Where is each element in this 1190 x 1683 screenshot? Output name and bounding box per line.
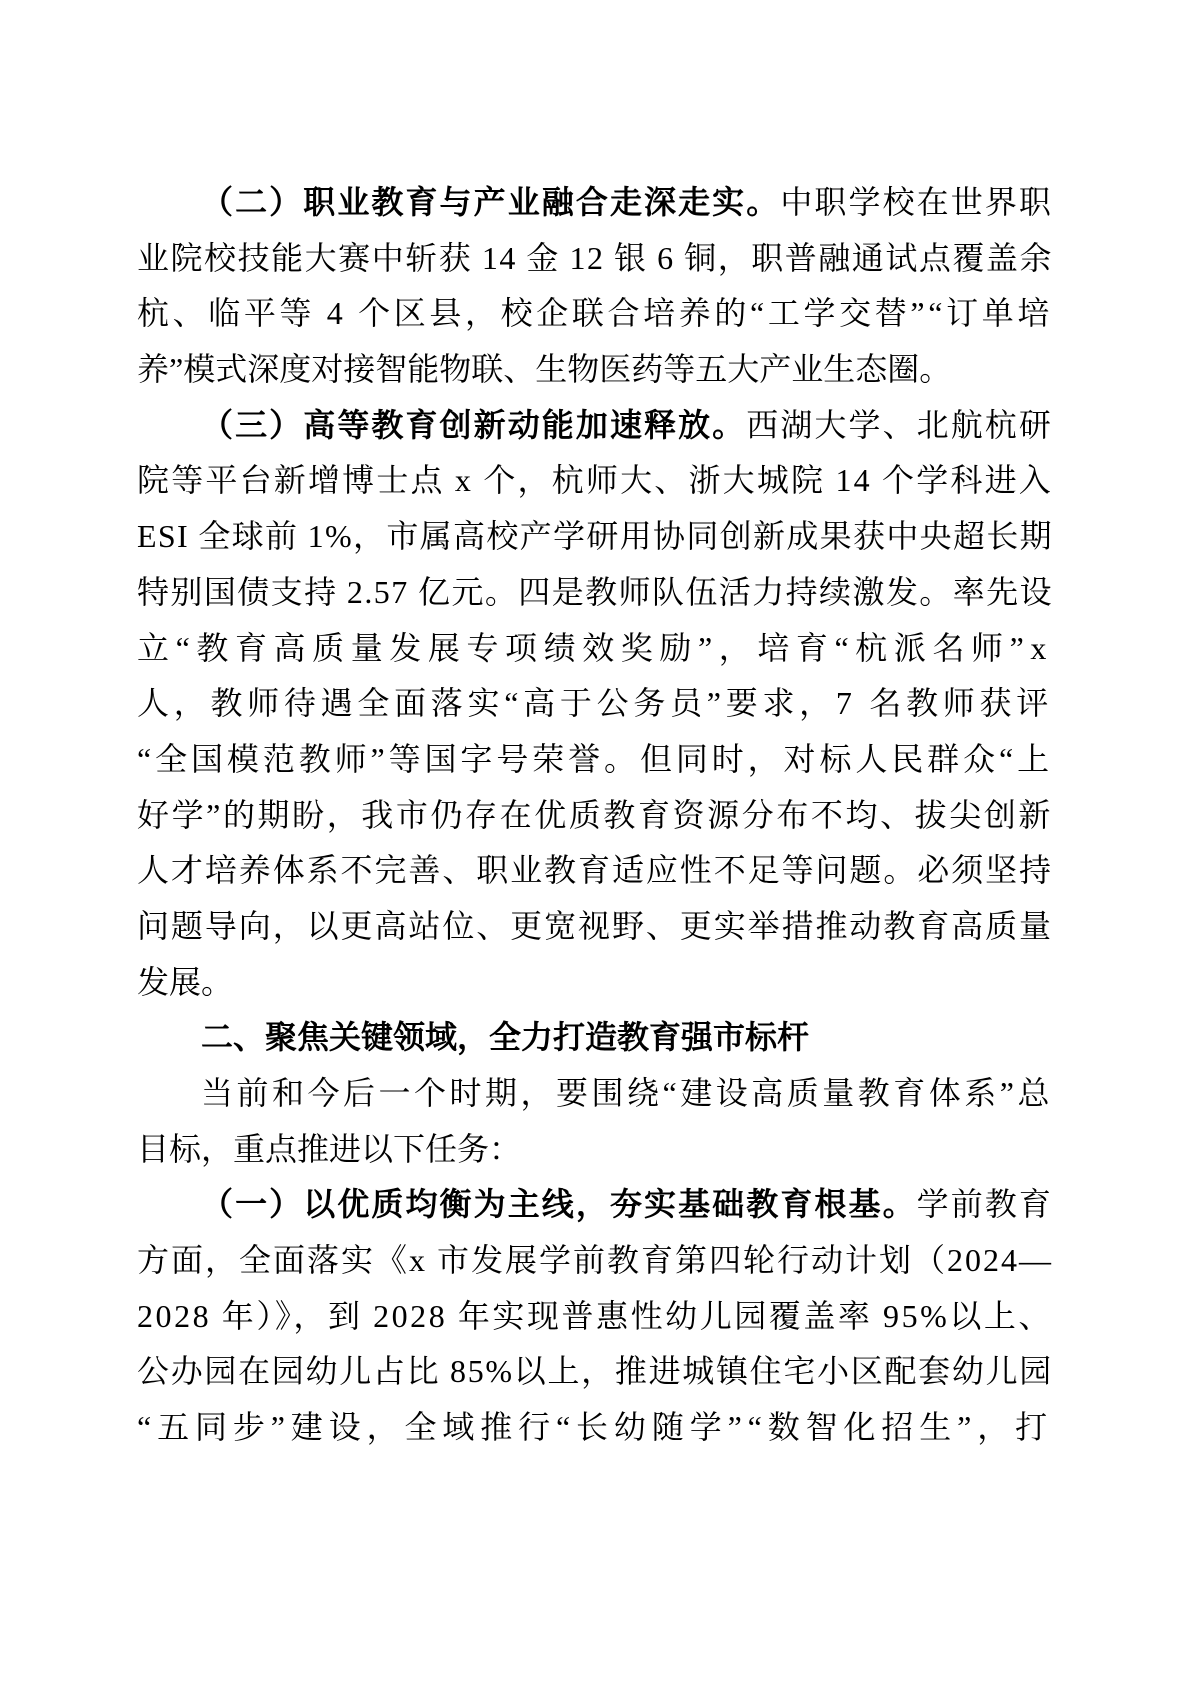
line-content bbox=[201, 1066, 1053, 1122]
line-content bbox=[137, 788, 1053, 844]
section-heading-line bbox=[137, 1010, 1053, 1066]
line-content bbox=[137, 1233, 1053, 1289]
text-line bbox=[137, 1289, 1053, 1345]
line-content bbox=[201, 175, 1053, 231]
body-text: 杭、临平等 4 个区县，校企联合培养的“工学交替”“订单培 bbox=[137, 295, 1053, 332]
body-text: “五同步”建设，全域推行“长幼随学”“数智化招生”，打 bbox=[137, 1409, 1053, 1446]
body-text: 好学”的期盼，我市仍存在优质教育资源分布不均、拔尖创新 bbox=[137, 796, 1053, 833]
text-line bbox=[137, 1233, 1053, 1289]
text-line bbox=[137, 1122, 1053, 1178]
text-line bbox=[137, 1344, 1053, 1400]
body-text: 立“教育高质量发展专项绩效奖励”，培育“杭派名师”x bbox=[137, 629, 1053, 666]
body-text: 目标，重点推进以下任务： bbox=[137, 1130, 522, 1167]
body-text: 特别国债支持 2.57 亿元。四是教师队伍活力持续激发。率先设 bbox=[137, 573, 1053, 610]
line-content bbox=[137, 676, 1053, 732]
body-text: “全国模范教师”等国字号荣誉。但同时，对标人民群众“上 bbox=[137, 740, 1053, 777]
body-text: 2028 年）》，到 2028 年实现普惠性幼儿园覆盖率 95%以上、 bbox=[137, 1297, 1053, 1334]
text-line bbox=[137, 453, 1053, 509]
line-content bbox=[137, 955, 233, 1011]
line-content bbox=[137, 732, 1053, 788]
text-line bbox=[137, 732, 1053, 788]
text-line bbox=[137, 843, 1053, 899]
text-line bbox=[137, 621, 1053, 677]
text-line bbox=[137, 955, 1053, 1011]
line-content bbox=[201, 1177, 1053, 1233]
body-text: 学前教育 bbox=[916, 1186, 1053, 1223]
body-text: 人才培养体系不完善、职业教育适应性不足等问题。必须坚持 bbox=[137, 852, 1053, 889]
line-content bbox=[137, 621, 1053, 677]
body-text: ESI 全球前 1%，市属高校产学研用协同创新成果获中央超长期 bbox=[137, 518, 1053, 555]
line-content bbox=[137, 1122, 521, 1178]
body-text: 业院校技能大赛中斩获 14 金 12 银 6 铜，职普融通试点覆盖余 bbox=[137, 239, 1053, 276]
text-line bbox=[137, 342, 1053, 398]
body-text: 院等平台新增博士点 x 个，杭师大、浙大城院 14 个学科进入 bbox=[137, 462, 1053, 499]
text-line bbox=[137, 676, 1053, 732]
line-content bbox=[201, 398, 1053, 454]
line-content bbox=[137, 565, 1053, 621]
text-line bbox=[137, 509, 1053, 565]
line-content bbox=[137, 1289, 1053, 1345]
body-text: 方面，全面落实《x 市发展学前教育第四轮行动计划（2024— bbox=[137, 1242, 1053, 1279]
line-content bbox=[137, 231, 1053, 287]
line-content bbox=[201, 1010, 809, 1066]
section-heading: 二、聚焦关键领域，全力打造教育强市标杆 bbox=[201, 1019, 810, 1056]
text-line bbox=[137, 1400, 1053, 1456]
text-line bbox=[137, 565, 1053, 621]
line-content bbox=[137, 899, 1053, 955]
body-text: 中职学校在世界职 bbox=[780, 184, 1053, 220]
text-line bbox=[137, 231, 1053, 287]
text-line bbox=[137, 1066, 1053, 1122]
line-content bbox=[137, 843, 1053, 899]
body-text: 问题导向，以更高站位、更宽视野、更实举措推动教育高质量 bbox=[137, 907, 1053, 944]
line-content bbox=[137, 453, 1053, 509]
line-content bbox=[137, 1400, 1053, 1456]
text-line bbox=[137, 286, 1053, 342]
body-text: 西湖大学、北航杭研 bbox=[746, 406, 1053, 443]
text-line bbox=[137, 788, 1053, 844]
document-body bbox=[137, 175, 1053, 1456]
paragraph-lead-text: （二）职业教育与产业融合走深走实。 bbox=[201, 184, 781, 220]
line-content bbox=[137, 286, 1053, 342]
body-text: 当前和今后一个时期，要围绕“建设高质量教育体系”总 bbox=[201, 1075, 1053, 1111]
text-line bbox=[137, 398, 1053, 454]
body-text: 发展。 bbox=[137, 963, 234, 1000]
body-text: 人，教师待遇全面落实“高于公务员”要求，7 名教师获评 bbox=[137, 685, 1053, 722]
paragraph-lead-text: （一）以优质均衡为主线，夯实基础教育根基。 bbox=[201, 1186, 917, 1223]
text-line bbox=[137, 899, 1053, 955]
text-line bbox=[137, 1177, 1053, 1233]
line-content bbox=[137, 1344, 1053, 1400]
line-content bbox=[137, 509, 1053, 565]
line-content bbox=[137, 342, 951, 398]
body-text: 公办园在园幼儿占比 85%以上，推进城镇住宅小区配套幼儿园 bbox=[137, 1353, 1053, 1390]
paragraph-lead-text: （三）高等教育创新动能加速释放。 bbox=[201, 406, 747, 443]
text-line bbox=[137, 175, 1053, 231]
body-text: 养”模式深度对接智能物联、生物医药等五大产业生态圈。 bbox=[137, 351, 952, 388]
